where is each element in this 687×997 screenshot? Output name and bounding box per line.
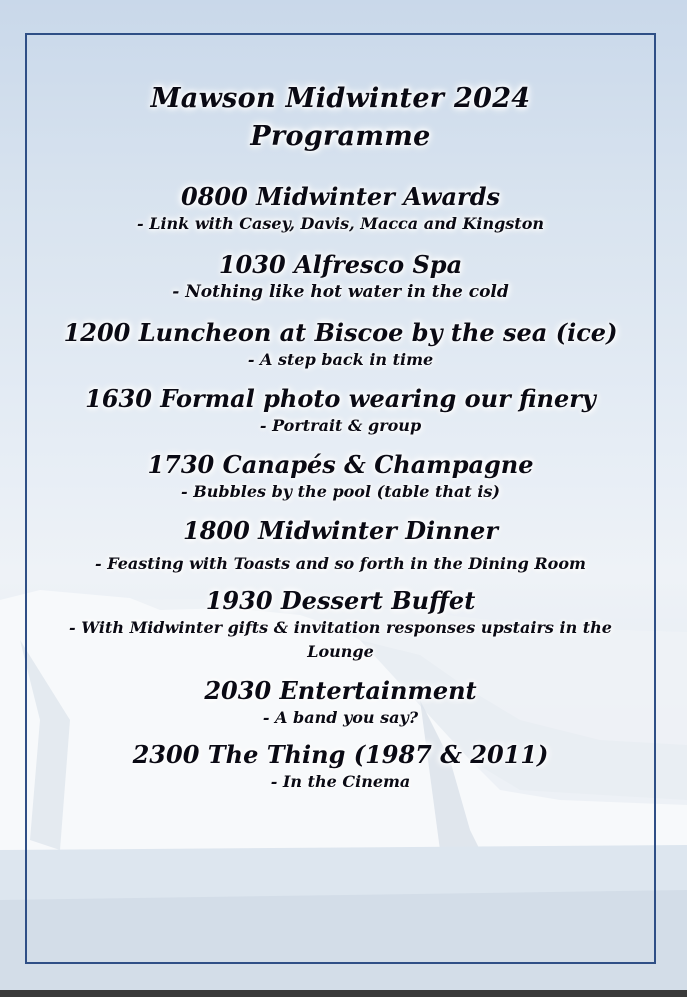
event-heading: 1030 Alfresco Spa [218,250,463,279]
event-description: - Portrait & group [259,416,422,435]
event-heading: 1730 Canapés & Champagne [147,450,534,479]
event-heading: 1200 Luncheon at Biscoe by the sea (ice) [63,318,618,347]
programme-content [27,35,654,794]
event-description: - Feasting with Toasts and so forth in the Dining Room [95,554,586,573]
event-item [27,586,654,664]
event-heading: 1930 Dessert Buffet [205,586,476,615]
event-description: - In the Cinema [270,772,411,791]
event-item [27,516,654,576]
event-item [27,182,654,236]
event-description: - A band you say? [262,708,419,727]
event-item [27,384,654,438]
event-description: - A step back in time [247,350,434,369]
event-heading: 0800 Midwinter Awards [181,182,500,211]
event-description: - Bubbles by the pool (table that is) [181,482,500,501]
event-description: - Nothing like hot water in the cold [172,282,509,302]
event-description: - With Midwinter gifts & invitation responses upstairs in the Lounge [69,618,612,661]
window-bottom-edge [0,990,687,997]
event-heading: 2030 Entertainment [204,676,477,705]
event-item [27,740,654,794]
event-description: - Link with Casey, Davis, Macca and Kingston [137,214,544,233]
event-item [27,450,654,504]
title-line-2: Programme [250,121,431,152]
event-heading: 1800 Midwinter Dinner [183,516,498,545]
event-item [27,318,654,372]
event-item [27,676,654,730]
event-heading: 1630 Formal photo wearing our finery [85,384,596,413]
event-item [27,250,654,304]
title-line-1: Mawson Midwinter 2024 [150,83,531,114]
programme-title [27,80,654,156]
event-heading: 2300 The Thing (1987 & 2011) [132,740,549,769]
